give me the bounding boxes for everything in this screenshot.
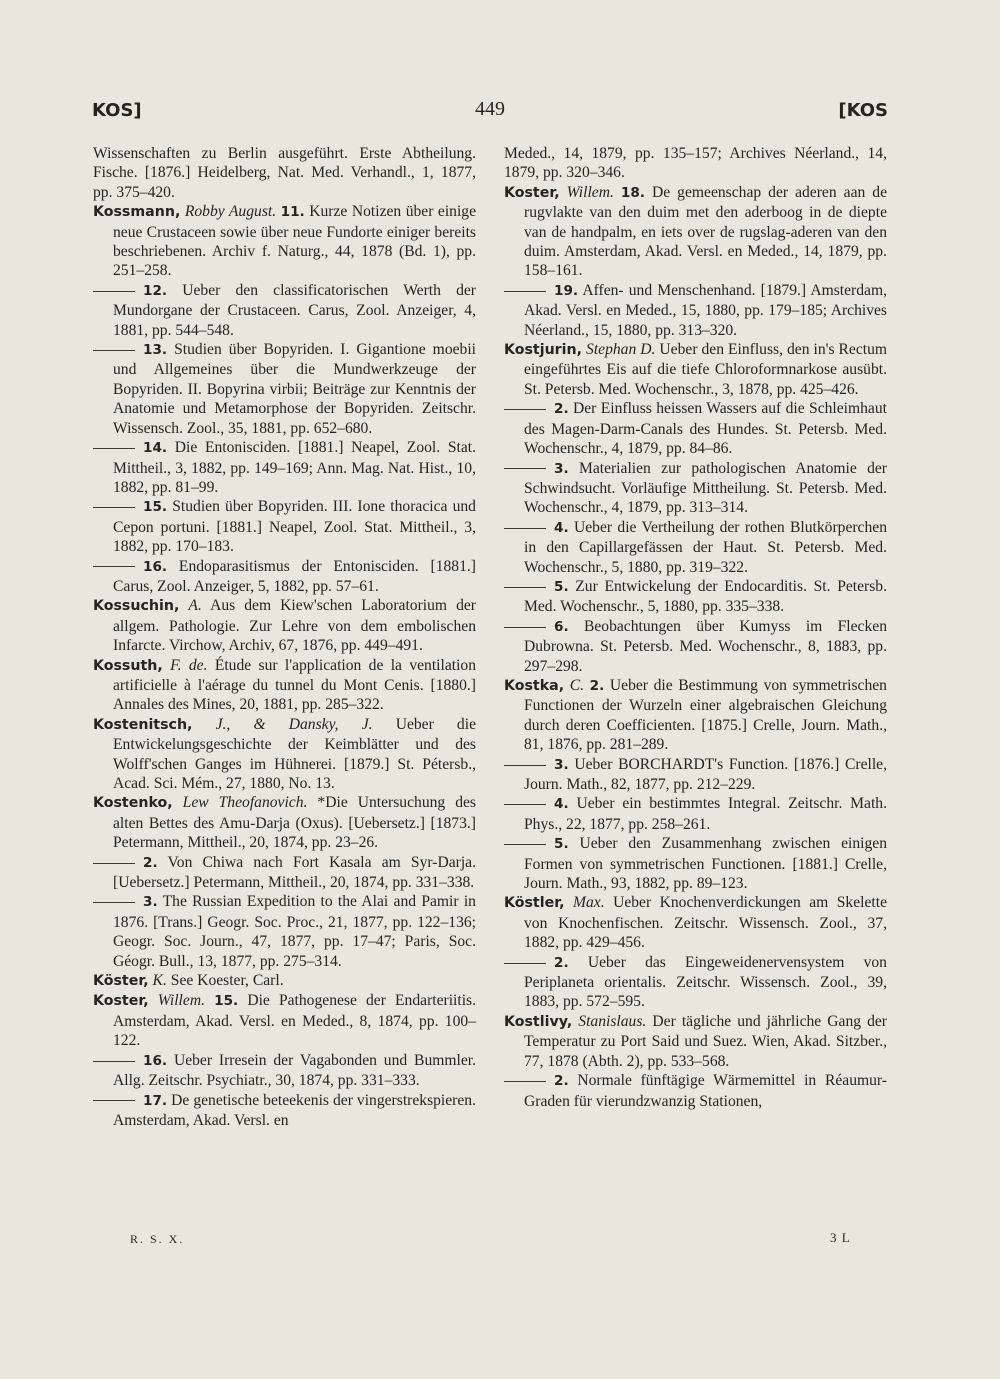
catalogue-entry bbox=[504, 834, 887, 893]
ditto-dash bbox=[504, 291, 546, 292]
entry-number: 2. bbox=[143, 854, 158, 871]
ditto-dash bbox=[504, 963, 546, 964]
ditto-dash bbox=[93, 1100, 135, 1101]
entry-text: Beobachtungen über Kumyss im Flecken Dubrowna. St. Petersb. Med. Wochenschr., 8, 1883, pp. 297–298. bbox=[524, 617, 887, 675]
entry-text: Die Pathogenese der Endarteriitis. Amsterdam, Akad. Versl. en Meded., 8, 1874, pp. 100–122. bbox=[113, 992, 477, 1050]
author-given-name: F. de. bbox=[170, 656, 208, 674]
entry-number: 4. bbox=[554, 796, 569, 813]
ditto-dash bbox=[504, 627, 546, 628]
entry-text: Studien über Bopyriden. III. Ione thoracica und Cepon portuni. [1881.] Neapel, Zool. Stat. Mittheil., 3, 1882, pp. 170–183. bbox=[113, 498, 476, 556]
entry-number: 14. bbox=[143, 440, 168, 457]
author-given-name: Lew Theofanovich. bbox=[182, 794, 308, 812]
catalogue-entry bbox=[504, 459, 887, 518]
ditto-dash bbox=[504, 765, 546, 766]
catalogue-entry bbox=[93, 438, 476, 497]
entry-number: 16. bbox=[143, 1052, 168, 1069]
entry-text: Ueber das Eingeweidenervensystem von Periplaneta orientalis. Zeitschr. Wissensch. Zool., 39, 1883, pp. 572–595. bbox=[524, 953, 887, 1011]
catalogue-entry bbox=[93, 596, 476, 655]
catalogue-entry bbox=[504, 518, 887, 577]
entry-text: Ueber den classificatorischen Werth der Mundorgane der Crustaceen. Carus, Zool. Anzeiger, 4, 1881, pp. 544–548. bbox=[113, 281, 476, 339]
catalogue-entry bbox=[93, 656, 476, 715]
ditto-dash bbox=[504, 804, 546, 805]
author-given-name: C. bbox=[569, 676, 585, 694]
page-number: 449 bbox=[475, 98, 505, 120]
catalogue-entry bbox=[93, 892, 476, 971]
entry-text: Die Entonisciden. [1881.] Neapel, Zool. Stat. Mittheil., 3, 1882, pp. 149–169; Ann. Mag. Nat. Hist., 10, 1882, pp. 81–99. bbox=[113, 439, 476, 496]
entry-text: Ueber die Vertheilung der rothen Blutkörperchen in den Capillargefässen der Haut. St. Petersb. Med. Wochenschr., 5, 1880, pp. 319–322. bbox=[524, 518, 887, 576]
author-given-name: K. bbox=[152, 972, 167, 990]
author-given-name: Willem. bbox=[157, 992, 205, 1010]
entry-number: 13. bbox=[143, 342, 168, 359]
catalogue-entry bbox=[504, 755, 887, 795]
ditto-dash bbox=[93, 350, 135, 351]
catalogue-entry bbox=[93, 971, 476, 991]
catalogue-entry bbox=[504, 144, 887, 183]
entry-text: *Die Untersuchung des alten Bettes des Amu-Darja (Oxus). [Uebersetz.] [1873.] Petermann, Mittheil., 20, 1874, pp. 23–26. bbox=[113, 794, 476, 852]
entry-text: Ueber den Zusammenhang zwischen einigen Formen von symmetrischen Functionen. [1881.] Crelle, Journ. Math., 93, 1882, pp. 89–123. bbox=[524, 835, 887, 893]
catalogue-entry bbox=[504, 1071, 887, 1111]
entry-text: Normale fünftägige Wärmemittel in Réaumur-Graden für vierundzwanzig Stationen, bbox=[524, 1072, 887, 1110]
header-left: KOS] bbox=[92, 100, 142, 121]
entry-text: See Koester, Carl. bbox=[170, 972, 284, 990]
entry-number: 12. bbox=[143, 282, 168, 299]
entry-text: Der Einfluss heissen Wassers auf die Schleimhaut des Magen-Darm-Canals des Hundes. St. Petersb. Med. Wochenschr., 4, 1879, pp. 84–86. bbox=[524, 400, 887, 458]
ditto-dash bbox=[504, 409, 546, 410]
entry-text: Wissenschaften zu Berlin ausgeführt. Erste Abtheilung. Fische. [1876.] Heidelberg, Nat. Med. Verhandl., 1, 1877, pp. 375–420. bbox=[93, 145, 476, 201]
entry-text: Ueber ein bestimmtes Integral. Zeitschr. Math. Phys., 22, 1877, pp. 258–261. bbox=[524, 795, 887, 833]
ditto-dash bbox=[93, 566, 135, 567]
entry-text: Zur Entwickelung der Endocarditis. St. Petersb. Med. Wochenschr., 5, 1880, pp. 335–338. bbox=[524, 577, 887, 616]
entry-number: 5. bbox=[554, 578, 569, 595]
entry-number: 2. bbox=[554, 1073, 569, 1090]
author-name: Köster, bbox=[93, 973, 149, 990]
catalogue-entry bbox=[93, 991, 476, 1050]
entry-number: 2. bbox=[554, 401, 569, 418]
author-given-name: Stephan D. bbox=[586, 341, 656, 359]
entry-text: Affen- und Menschenhand. [1879.] Amsterdam, Akad. Versl. en Meded., 15, 1880, pp. 179–185; Archives Néerland., 15, 1880, pp. 313–320. bbox=[524, 281, 887, 339]
author-given-name: Stanislaus. bbox=[578, 1012, 647, 1030]
catalogue-entry bbox=[93, 144, 476, 202]
author-name: Koster, bbox=[93, 993, 149, 1010]
entry-text: Kurze Notizen über einige neue Crustaceen sowie über neue Fundorte einiger bereits beschriebenen. Archiv f. Naturg., 44, 1878 (Bd. 1), pp. 251–258. bbox=[113, 203, 477, 280]
ditto-dash bbox=[93, 863, 135, 864]
ditto-dash bbox=[504, 528, 546, 529]
ditto-dash bbox=[504, 468, 546, 469]
ditto-dash bbox=[504, 844, 546, 845]
catalogue-entry bbox=[93, 1091, 476, 1131]
ditto-dash bbox=[93, 902, 135, 903]
entry-text: Ueber Irresein der Vagabonden und Bummler. Allg. Zeitschr. Psychiatr., 30, 1874, pp. 331–333. bbox=[113, 1051, 476, 1090]
catalogue-entry bbox=[504, 577, 887, 617]
left-column bbox=[93, 144, 476, 1130]
entry-number: 3. bbox=[554, 460, 569, 477]
catalogue-entry bbox=[504, 183, 887, 281]
author-given-name: Willem. bbox=[566, 183, 614, 201]
ditto-dash bbox=[504, 587, 546, 588]
author-name: Kostlivy, bbox=[504, 1013, 573, 1030]
entry-number: 18. bbox=[620, 184, 645, 201]
entry-text: Ueber die Bestimmung von symmetrischen Functionen der Wurzeln einer algebraischen Gleichung durch deren Coefficienten. [1875.] Crelle, Journ. Math., 81, 1876, pp. 281–289. bbox=[524, 676, 887, 754]
ditto-dash bbox=[93, 291, 135, 292]
entry-text: Aus dem Kiew'schen Laboratorium der allgem. Pathologie. Zur Lehre von dem embolischen Infarcte. Virchow, Archiv, 67, 1876, pp. 449–491. bbox=[113, 597, 476, 655]
catalogue-entry bbox=[504, 281, 887, 340]
catalogue-entry bbox=[93, 202, 476, 281]
entry-text: Der tägliche und jährliche Gang der Temperatur zu Port Said und Suez. Wien, Akad. Sitzber., 77, 1878 (Abth. 2), pp. 533–568. bbox=[524, 1012, 887, 1070]
ditto-dash bbox=[93, 1061, 135, 1062]
catalogue-entry bbox=[93, 281, 476, 340]
entry-number: 15. bbox=[143, 499, 168, 516]
entry-text: Studien über Bopyriden. I. Gigantione moebii und Allgemeines über die Mundwerkzeuge der Bopyriden. II. Bopyrina virbii; Beiträge zur Kenntnis der Anatomie und Metamorphose der Bopyriden. Zeitschr. Wissensch. Zool., 35, 1881, pp. 652–680. bbox=[113, 341, 476, 437]
ditto-dash bbox=[93, 507, 135, 508]
catalogue-entry bbox=[93, 1051, 476, 1091]
entry-text: Endoparasitismus der Entonisciden. [1881.] Carus, Zool. Anzeiger, 5, 1882, pp. 57–61. bbox=[113, 557, 476, 595]
catalogue-entry bbox=[504, 953, 887, 1012]
author-name: Kostka, bbox=[504, 677, 565, 694]
entry-text: Ueber die Entwickelungsgeschichte der Keimblätter und des Wolff'schen Ganges im Hühnerei. [1879.] St. Pétersb., Acad. Sci. Mém., 27, 1880, No. 13. bbox=[113, 715, 476, 792]
entry-text: Materialien zur pathologischen Anatomie der Schwindsucht. Vorläufige Mittheilung. St. Petersb. Med. Wochenschr., 4, 1879, pp. 313–314. bbox=[524, 459, 887, 517]
catalogue-entry bbox=[504, 794, 887, 834]
catalogue-entry bbox=[93, 793, 476, 852]
author-name: Kostenko, bbox=[93, 795, 173, 812]
catalogue-entry bbox=[93, 340, 476, 438]
catalogue-entry bbox=[93, 497, 476, 556]
entry-text: Von Chiwa nach Fort Kasala am Syr-Darja. [Uebersetz.] Petermann, Mittheil., 20, 1874, pp. 331–338. bbox=[113, 853, 476, 892]
entry-number: 5. bbox=[554, 836, 569, 853]
author-name: Kossuchin, bbox=[93, 598, 180, 615]
entry-number: 3. bbox=[143, 894, 158, 911]
author-given-name: A. bbox=[188, 597, 202, 615]
sheet-mark: 3 L bbox=[830, 1230, 851, 1245]
entry-number: 16. bbox=[143, 558, 168, 575]
entry-number: 17. bbox=[143, 1092, 168, 1109]
catalogue-entry bbox=[504, 617, 887, 676]
entry-number: 6. bbox=[554, 618, 569, 635]
author-name: Kostenitsch, bbox=[93, 716, 193, 733]
entry-number: 2. bbox=[589, 677, 605, 694]
entry-text: Étude sur l'application de la ventilation artificielle à l'aérage du tunnel du Mont Cenis. [1880.] Annales des Mines, 20, 1881, pp. 285–322. bbox=[113, 656, 477, 714]
header-right: [KOS bbox=[838, 100, 888, 121]
ditto-dash bbox=[93, 448, 135, 449]
author-given-name: Robby August. bbox=[184, 203, 277, 221]
entry-text: The Russian Expedition to the Alai and Pamir in 1876. [Trans.] Geogr. Soc. Proc., 21, 1877, pp. 122–136; Geogr. Soc. Journ., 47, 1877, pp. 17–47; Paris, Soc. Géogr. Bull., 13, 1877, pp. 275–314. bbox=[113, 893, 476, 970]
right-column bbox=[504, 144, 887, 1111]
entry-number: 15. bbox=[214, 993, 239, 1010]
entry-number: 4. bbox=[554, 519, 569, 536]
entry-number: 11. bbox=[280, 204, 305, 221]
entry-text: Ueber Knochenverdickungen am Skelette von Knochenfischen. Zeitschr. Wissensch. Zool., 37, 1882, pp. 429–456. bbox=[524, 894, 887, 952]
catalogue-entry bbox=[504, 676, 887, 755]
catalogue-entry bbox=[504, 1012, 887, 1071]
entry-text: Meded., 14, 1879, pp. 135–157; Archives Néerland., 14, 1879, pp. 320–346. bbox=[504, 145, 887, 182]
signature-mark: R. S. X. bbox=[130, 1232, 185, 1246]
author-name: Köstler, bbox=[504, 895, 565, 912]
ditto-dash bbox=[504, 1081, 546, 1082]
entry-text: De genetische beteekenis der vingerstrekspieren. Amsterdam, Akad. Versl. en bbox=[113, 1091, 476, 1129]
catalogue-entry bbox=[504, 340, 887, 399]
entry-number: 3. bbox=[554, 756, 569, 773]
catalogue-entry bbox=[93, 715, 476, 794]
author-name: Kostjurin, bbox=[504, 342, 583, 359]
author-given-name: Max. bbox=[572, 894, 605, 912]
author-name: Kossmann, bbox=[93, 204, 181, 221]
author-name: Kossuth, bbox=[93, 657, 163, 674]
entry-text: De gemeenschap der aderen aan de rugvlakte van den duim met den aderboog in de diepte van de handpalm, en iets over de rugslag-aderen van den duim. Amsterdam, Akad. Versl. en Meded., 14, 1879, pp. 158–161. bbox=[524, 183, 888, 280]
entry-number: 19. bbox=[554, 282, 579, 299]
entry-text: Ueber BORCHARDT's Function. [1876.] Crelle, Journ. Math., 82, 1877, pp. 212–229. bbox=[524, 755, 887, 793]
catalogue-entry bbox=[93, 557, 476, 597]
catalogue-entry bbox=[93, 853, 476, 893]
entry-text: Ueber den Einfluss, den in's Rectum eingeführtes Eis auf die tiefe Chloroformnarkose ausübt. St. Petersb. Med. Wochenschr., 3, 1878, pp. 425–426. bbox=[524, 341, 888, 398]
entry-number: 2. bbox=[554, 954, 569, 971]
running-head bbox=[92, 96, 888, 130]
author-given-name: J., & Dansky, J. bbox=[215, 715, 373, 733]
author-name: Koster, bbox=[504, 184, 560, 201]
catalogue-entry bbox=[504, 893, 887, 952]
catalogue-entry bbox=[504, 399, 887, 458]
